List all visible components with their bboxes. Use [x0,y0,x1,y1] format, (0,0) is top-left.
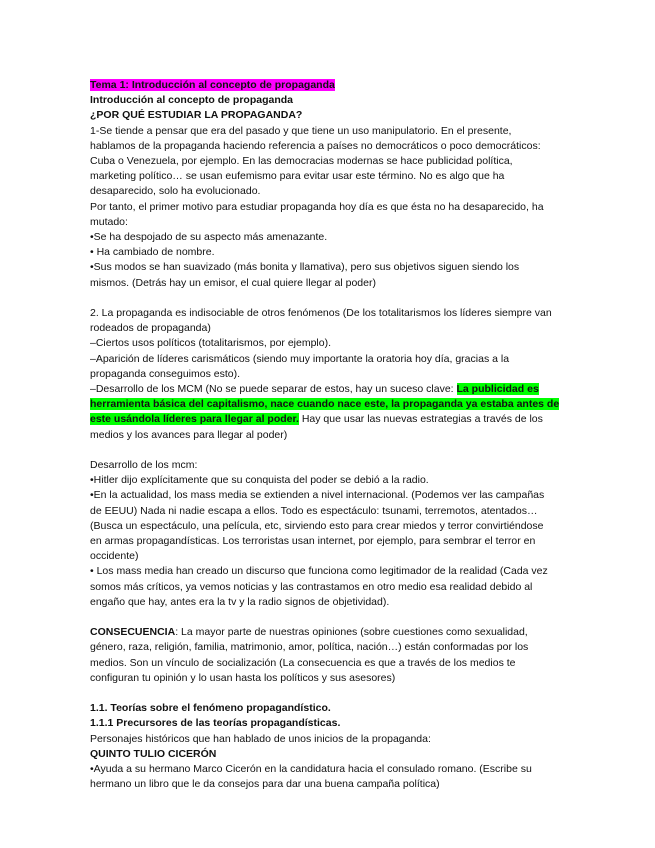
paragraph-line: Cuba o Venezuela, por ejemplo. En las democracias modernas se hace publicidad política, [90,155,513,168]
person-heading: QUINTO TULIO CICERÓN [90,747,217,760]
blank-line [90,610,570,625]
bullet-item-continuation: engaño que hay, antes era la tv y la radio signos de objetividad). [90,595,390,608]
bullet-item-continuation: somos más críticos, ya vemos noticias y las contrastamos en otro medio esa realidad debido al [90,580,533,593]
document-title-line [90,78,570,93]
consequence-line [90,625,570,640]
bullet-item-continuation: de EEUU) Nada ni nadie escapa a ellos. Todo es espectáculo: tsunami, terremotos, atentados… [90,504,538,517]
dash-item-text: –Desarrollo de los MCM (No se puede separar de estos, hay un suceso clave: [90,383,457,396]
bullet-item: •Sus modos se han suavizado (más bonita y llamativa), pero sus objetivos siguen siendo los [90,261,520,274]
paragraph-line: 2. La propaganda es indisociable de otros fenómenos (De los totalitarismos los líderes siempre van [90,307,552,320]
document-subtitle: Introducción al concepto de propaganda [90,94,294,107]
dash-item-highlighted [90,382,570,397]
paragraph-line: 1-Se tiende a pensar que era del pasado y que tiene un uso manipulatorio. En el presente, [90,124,512,137]
dash-item: –Ciertos usos políticos (totalitarismos, por ejemplo). [90,337,332,350]
dash-item-text: Hay que usar las nuevas estrategias a través de los [298,413,543,426]
dash-item-highlighted-line [90,397,570,412]
section-heading-1-1-1: 1.1.1 Precursores de las teorías propagandísticas. [90,717,341,730]
bullet-item-continuation: (Busca un espectáculo, una película, etc, sirviendo esto para crear miedos y terror convirtiéndose [90,519,544,532]
paragraph-line: medios. Son un vínculo de socialización (La consecuencia es que a través de los medios te [90,656,516,669]
bullet-item-continuation: occidente) [90,550,139,563]
paragraph-line: hablamos de la propaganda haciendo referencia a países no democráticos o poco democráticos: [90,139,541,152]
bullet-item-continuation: hermano un libro que le da consejos para dar una buena campaña política) [90,778,440,791]
bullet-item-continuation: en armas propagandísticas. Los terroristas usan internet, por ejemplo, para sembrar el terror en [90,535,536,548]
paragraph-line: género, raza, religión, familia, matrimonio, amor, política, nación…) están conformadas por los [90,641,529,654]
bullet-item: • Los mass media han creado un discurso que funciona como legitimador de la realidad (Cada vez [90,565,548,578]
dash-item-continuation: propaganda conseguimos esto). [90,367,241,380]
paragraph-line: marketing político… se usan eufemismo para evitar usar este término. No es algo que ha [90,170,505,183]
bullet-item: •Hitler dijo explícitamente que su conquista del poder se debió a la radio. [90,474,429,487]
blank-line [90,686,570,701]
green-highlight: La publicidad es [456,383,539,396]
blank-line [90,443,570,458]
paragraph-line: rodeados de propaganda) [90,322,211,335]
bullet-item: • Ha cambiado de nombre. [90,246,215,259]
blank-line [90,291,570,306]
bullet-item: •Se ha despojado de su aspecto más amenazante. [90,231,328,244]
bullet-item-continuation: mismos. (Detrás hay un emisor, el cual quiere llegar al poder) [90,276,376,289]
dash-item-highlighted-line [90,412,570,427]
section-heading-why: ¿POR QUÉ ESTUDIAR LA PROPAGANDA? [90,109,303,122]
paragraph-line: Por tanto, el primer motivo para estudiar propaganda hoy día es que ésta no ha desaparecido, ha [90,200,544,213]
paragraph-line: configuran tu opinión y lo usan hasta los políticos y sus asesores) [90,671,396,684]
consequence-text: : La mayor parte de nuestras opiniones (sobre cuestiones como sexualidad, [175,626,528,639]
green-highlight: herramienta básica del capitalismo, nace cuando nace este, la propaganda ya estaba antes de [90,398,560,411]
paragraph-line: Personajes históricos que han hablado de unos inicios de la propaganda: [90,732,431,745]
paragraph-line: desaparecido, solo ha evolucionado. [90,185,261,198]
dash-item: –Aparición de líderes carismáticos (siendo muy importante la oratoria hoy día, gracias a la [90,352,510,365]
green-highlight: este usándola líderes para llegar al poder. [90,413,299,426]
bullet-item: •En la actualidad, los mass media se extienden a nivel internacional. (Podemos ver las campañas [90,489,545,502]
paragraph-line: mutado: [90,215,128,228]
consequence-label: CONSECUENCIA [90,626,176,639]
document-title: Tema 1: Introducción al concepto de propaganda [90,79,335,91]
bullet-item: •Ayuda a su hermano Marco Cicerón en la candidatura hacia el consulado romano. (Escribe su [90,763,532,776]
dash-item-continuation: medios y los avances para llegar al poder) [90,428,288,441]
section-heading-1-1: 1.1. Teorías sobre el fenómeno propagandístico. [90,702,331,715]
mcm-heading: Desarrollo de los mcm: [90,459,198,472]
